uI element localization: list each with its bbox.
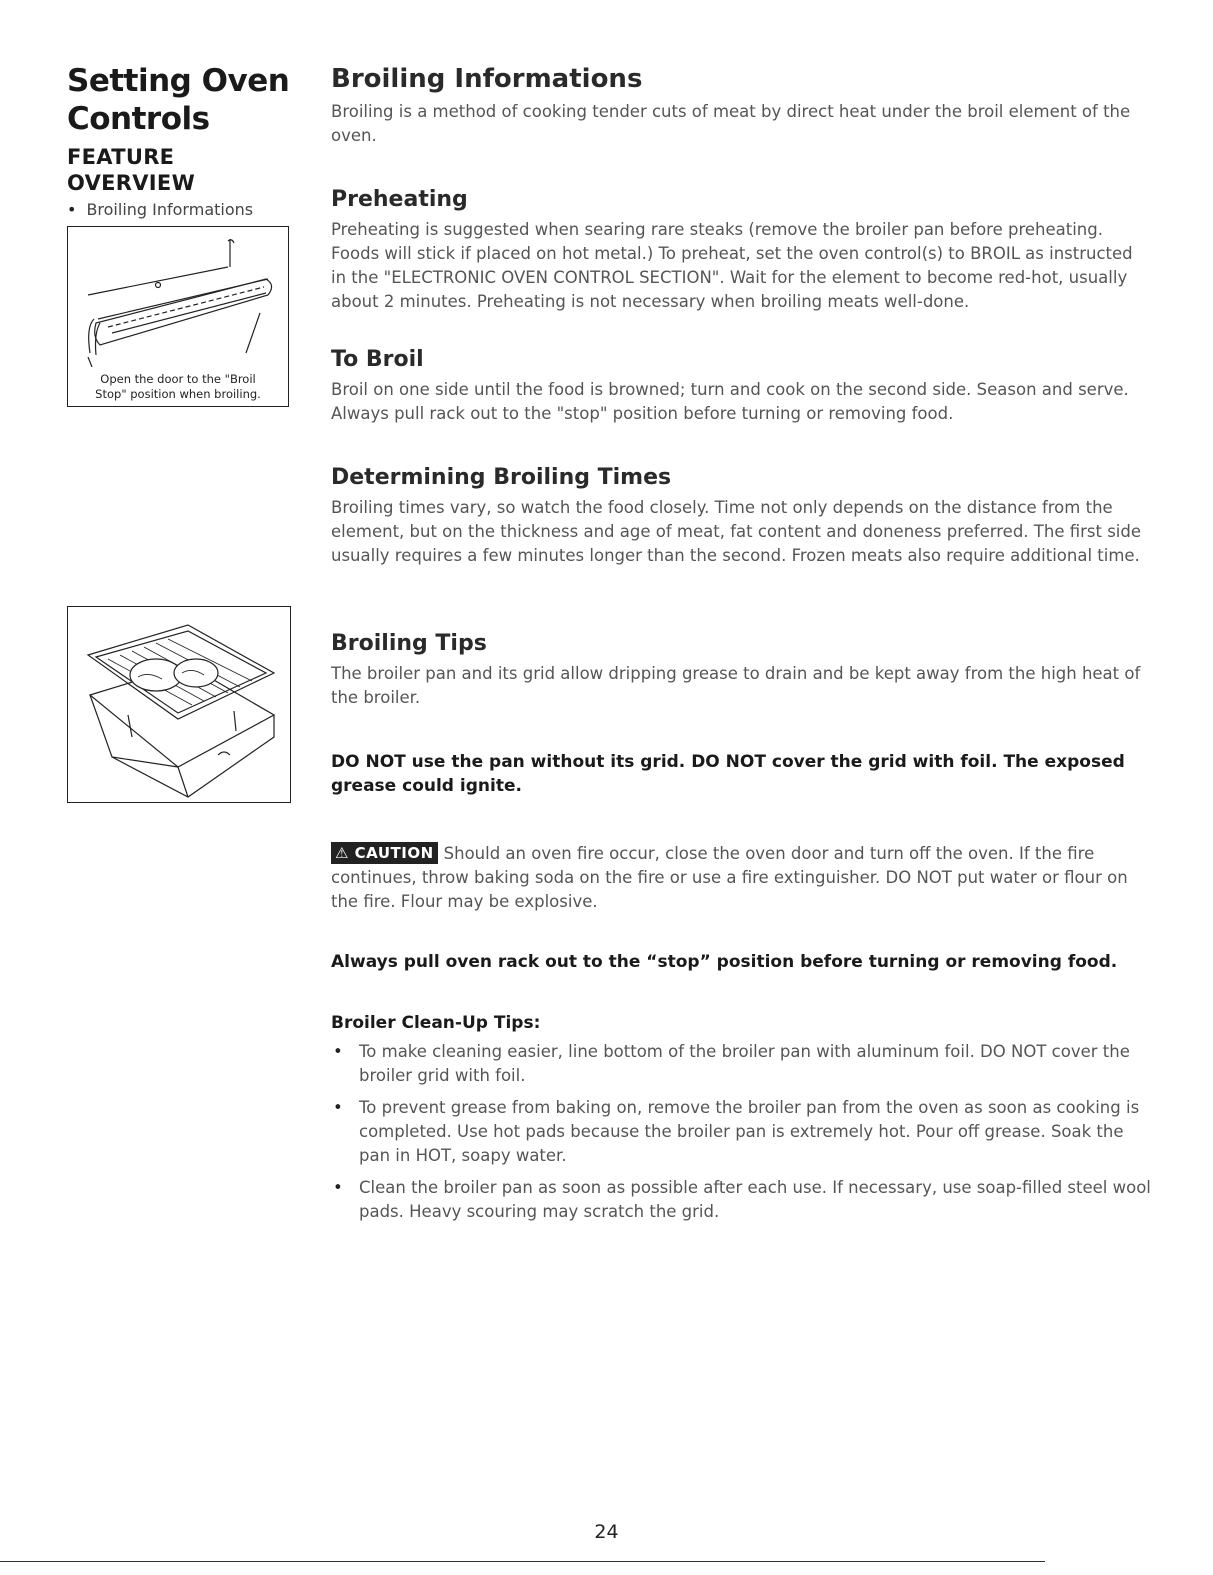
stop-note-section <box>331 950 1151 974</box>
preheating-heading: Preheating <box>331 187 468 212</box>
stop-position-note: Always pull oven rack out to the “stop” position before turning or removing food. <box>331 952 1118 972</box>
to-broil-text: Broil on one side until the food is browned; turn and cook on the second side. Season and serve. Always pull rack out to the "stop" position before turning or removing food. <box>331 380 1129 423</box>
determining-text: Broiling times vary, so watch the food closely. Time not only depends on the distance from the element, but on the thickness and age of meat, fat content and doneness preferred. The first side usually requires a few minutes longer than the second. Frozen meats also require additional time. <box>331 498 1142 565</box>
preheating-text: Preheating is suggested when searing rare steaks (remove the broiler pan before preheating. Foods will stick if placed on hot metal.) To preheat, set the oven control(s) to BROIL as instructed in the "ELECTRONIC OVEN CONTROL SECTION". Wait for the element to become red-hot, usually about 2 minutes. Preheating is not necessary when broiling meats well-done. <box>331 220 1133 311</box>
page-title: Broiling Informations <box>331 64 643 94</box>
caution-section <box>331 842 1151 914</box>
cleanup-heading: Broiler Clean-Up Tips: <box>331 1013 541 1033</box>
intro-text: Broiling is a method of cooking tender cuts of meat by direct heat under the broil element of the oven. <box>331 102 1131 145</box>
caption-line1: Open the door to the "Broil <box>100 372 256 386</box>
warning-section <box>331 750 1151 798</box>
feature-overview-heading: FEATURE OVERVIEW <box>67 145 196 195</box>
to-broil-section <box>331 346 1151 426</box>
cleanup-list <box>331 1040 1151 1224</box>
cleanup-item: • To prevent grease from baking on, remove the broiler pan from the oven as soon as cooking is completed. Use hot pads because the broiler pan is extremely hot. Pour off grease. Soak the pan in HOT, soapy water. <box>331 1096 1151 1168</box>
oven-door-illustration <box>68 227 287 367</box>
page-number: 24 <box>594 1521 619 1543</box>
cleanup-item: • Clean the broiler pan as soon as possible after each use. If necessary, use soap-filled steel wool pads. Heavy scouring may scratch the grid. <box>331 1176 1151 1224</box>
feature-overview-list <box>67 200 307 219</box>
cleanup-section <box>331 1012 1151 1232</box>
to-broil-heading: To Broil <box>331 347 424 372</box>
caption-line2: Stop" position when broiling. <box>95 387 261 401</box>
caution-badge: ⚠ CAUTION <box>331 842 438 864</box>
cleanup-item: • To make cleaning easier, line bottom of the broiler pan with aluminum foil. DO NOT cover the broiler grid with foil. <box>331 1040 1151 1088</box>
broiler-pan-illustration <box>68 607 289 801</box>
caution-text: Should an oven fire occur, close the oven door and turn off the oven. If the fire continues, throw baking soda on the fire or use a fire extinguisher. DO NOT put water or flour on the fire. Flour may be explosive. <box>331 844 1128 911</box>
oven-door-caption <box>68 372 288 402</box>
broiling-tips-section <box>331 630 1151 710</box>
broiler-pan-figure <box>67 606 291 803</box>
preheating-section <box>331 186 1151 314</box>
overview-item: • Broiling Informations <box>67 200 307 219</box>
determining-section <box>331 464 1151 568</box>
section-title <box>67 62 307 138</box>
main-content <box>331 62 1151 1221</box>
sidebar <box>67 62 307 219</box>
broiling-tips-heading: Broiling Tips <box>331 631 487 656</box>
footer-divider <box>0 1561 1045 1562</box>
determining-heading: Determining Broiling Times <box>331 465 672 490</box>
section-title-line2: Controls <box>67 101 210 137</box>
caution-paragraph <box>331 842 1151 914</box>
broiling-tips-text: The broiler pan and its grid allow dripping grease to drain and be kept away from the high heat of the broiler. <box>331 664 1141 707</box>
section-title-line1: Setting Oven <box>67 63 290 99</box>
grid-warning: DO NOT use the pan without its grid. DO NOT cover the grid with foil. The exposed grease could ignite. <box>331 752 1125 796</box>
caution-badge-label: CAUTION <box>354 844 434 862</box>
oven-door-figure <box>67 226 289 407</box>
